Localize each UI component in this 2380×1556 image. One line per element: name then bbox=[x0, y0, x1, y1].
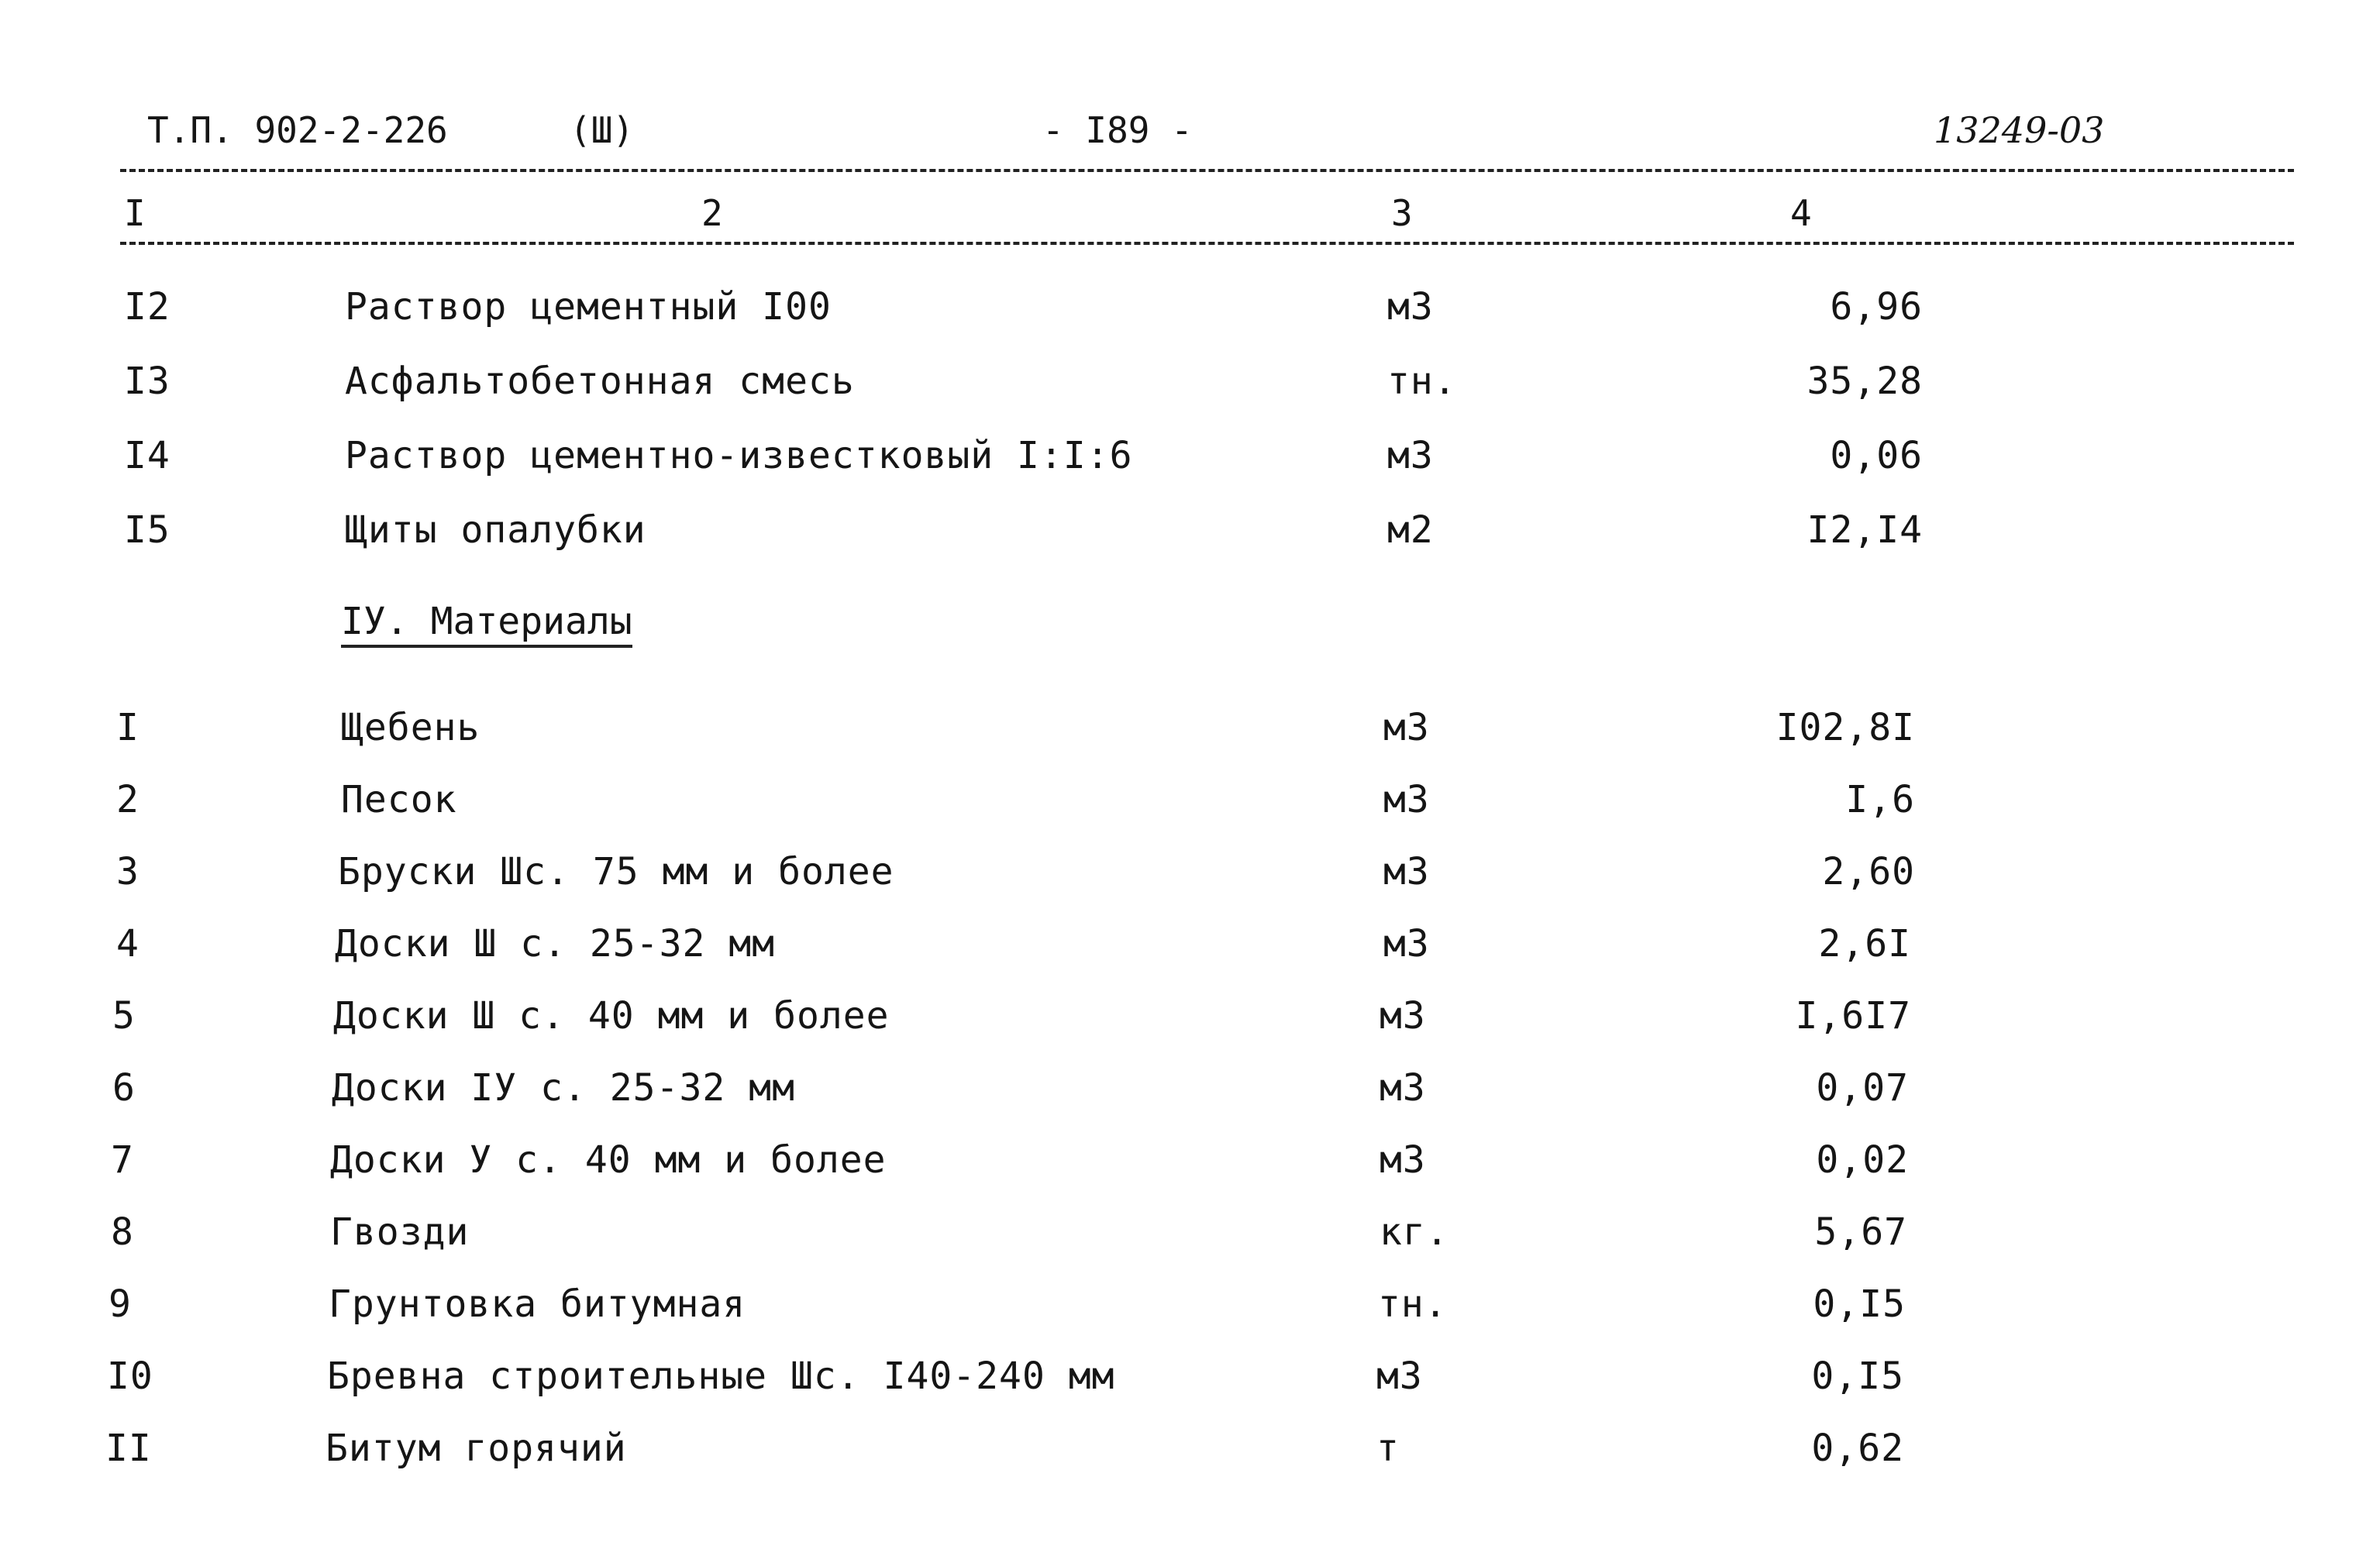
row-name: Раствор цементный I00 bbox=[345, 285, 832, 329]
volume-mark: (Ш) bbox=[570, 109, 635, 151]
row-qty: 0,02 bbox=[1816, 1138, 1909, 1182]
row-name: Асфальтобетонная смесь bbox=[345, 360, 855, 403]
row-name: Доски IУ с. 25-32 мм bbox=[332, 1066, 795, 1110]
row-qty: 0,I5 bbox=[1811, 1355, 1904, 1398]
row-unit: м3 bbox=[1383, 778, 1430, 821]
row-name: Бревна строительные Шс. I40-240 мм bbox=[327, 1355, 1115, 1398]
row-unit: м3 bbox=[1383, 850, 1430, 893]
row-unit: м3 bbox=[1387, 285, 1434, 329]
row-unit: кг. bbox=[1379, 1210, 1449, 1254]
row-qty: I2,I4 bbox=[1807, 508, 1923, 552]
row-unit: м3 bbox=[1383, 922, 1430, 966]
row-number: 5 bbox=[112, 994, 136, 1038]
row-number: I5 bbox=[124, 508, 170, 552]
row-unit: м3 bbox=[1379, 994, 1426, 1038]
row-qty: I,6I7 bbox=[1795, 994, 1911, 1038]
row-unit: тн. bbox=[1387, 360, 1457, 403]
row-name: Доски Ш с. 40 мм и более bbox=[333, 994, 890, 1038]
row-number: 6 bbox=[112, 1066, 136, 1110]
row-number: I0 bbox=[107, 1355, 153, 1398]
row-qty: 2,60 bbox=[1822, 850, 1915, 893]
row-name: Раствор цементно-известковый I:I:6 bbox=[345, 434, 1133, 477]
row-number: 9 bbox=[108, 1282, 132, 1326]
row-qty: 6,96 bbox=[1830, 285, 1923, 329]
row-number: 3 bbox=[116, 850, 139, 893]
row-name: Щиты опалубки bbox=[345, 508, 646, 552]
row-number: 4 bbox=[116, 922, 139, 966]
row-number: II bbox=[105, 1427, 152, 1470]
row-number: 7 bbox=[111, 1138, 134, 1182]
row-name: Бруски Шс. 75 мм и более bbox=[338, 850, 894, 893]
row-name: Гвозди bbox=[330, 1210, 470, 1254]
row-number: I3 bbox=[124, 360, 170, 403]
row-unit: тн. bbox=[1378, 1282, 1448, 1326]
row-unit: м3 bbox=[1376, 1355, 1423, 1398]
row-number: 8 bbox=[111, 1210, 134, 1254]
row-number: I bbox=[116, 706, 139, 749]
row-name: Битум горячий bbox=[325, 1427, 627, 1470]
row-qty: 0,I5 bbox=[1813, 1282, 1906, 1326]
row-unit: м3 bbox=[1379, 1066, 1426, 1110]
row-unit: м3 bbox=[1379, 1138, 1426, 1182]
row-unit: м3 bbox=[1387, 434, 1434, 477]
row-name: Доски Ш с. 25-32 мм bbox=[335, 922, 776, 966]
row-number: I2 bbox=[124, 285, 170, 329]
section-title: IУ. Материалы bbox=[341, 603, 632, 648]
row-qty: 0,07 bbox=[1816, 1066, 1909, 1110]
row-qty: 5,67 bbox=[1814, 1210, 1907, 1254]
row-name: Песок bbox=[341, 778, 457, 821]
row-number: 2 bbox=[116, 778, 139, 821]
row-qty: 0,62 bbox=[1811, 1427, 1904, 1470]
row-unit: м2 bbox=[1387, 508, 1434, 552]
registration-number: 13249-03 bbox=[1934, 109, 2105, 151]
row-qty: I,6 bbox=[1845, 778, 1915, 821]
row-qty: 35,28 bbox=[1807, 360, 1923, 403]
column-header-2: 2 bbox=[701, 192, 723, 234]
column-header-1: I bbox=[124, 192, 146, 234]
column-header-3: 3 bbox=[1391, 192, 1413, 234]
row-name: Грунтовка битумная bbox=[329, 1282, 746, 1326]
table-header-rule bbox=[120, 242, 2294, 245]
row-qty: 0,06 bbox=[1830, 434, 1923, 477]
table-top-rule bbox=[120, 169, 2294, 172]
row-qty: 2,6I bbox=[1818, 922, 1911, 966]
row-name: Щебень bbox=[341, 706, 480, 749]
row-name: Доски У с. 40 мм и более bbox=[330, 1138, 887, 1182]
row-number: I4 bbox=[124, 434, 170, 477]
doc-code: Т.П. 902-2-226 bbox=[147, 109, 448, 151]
row-qty: I02,8I bbox=[1776, 706, 1915, 749]
row-unit: м3 bbox=[1383, 706, 1430, 749]
column-header-4: 4 bbox=[1790, 192, 1812, 234]
page-number: - I89 - bbox=[1042, 109, 1193, 151]
row-unit: т bbox=[1376, 1427, 1400, 1470]
